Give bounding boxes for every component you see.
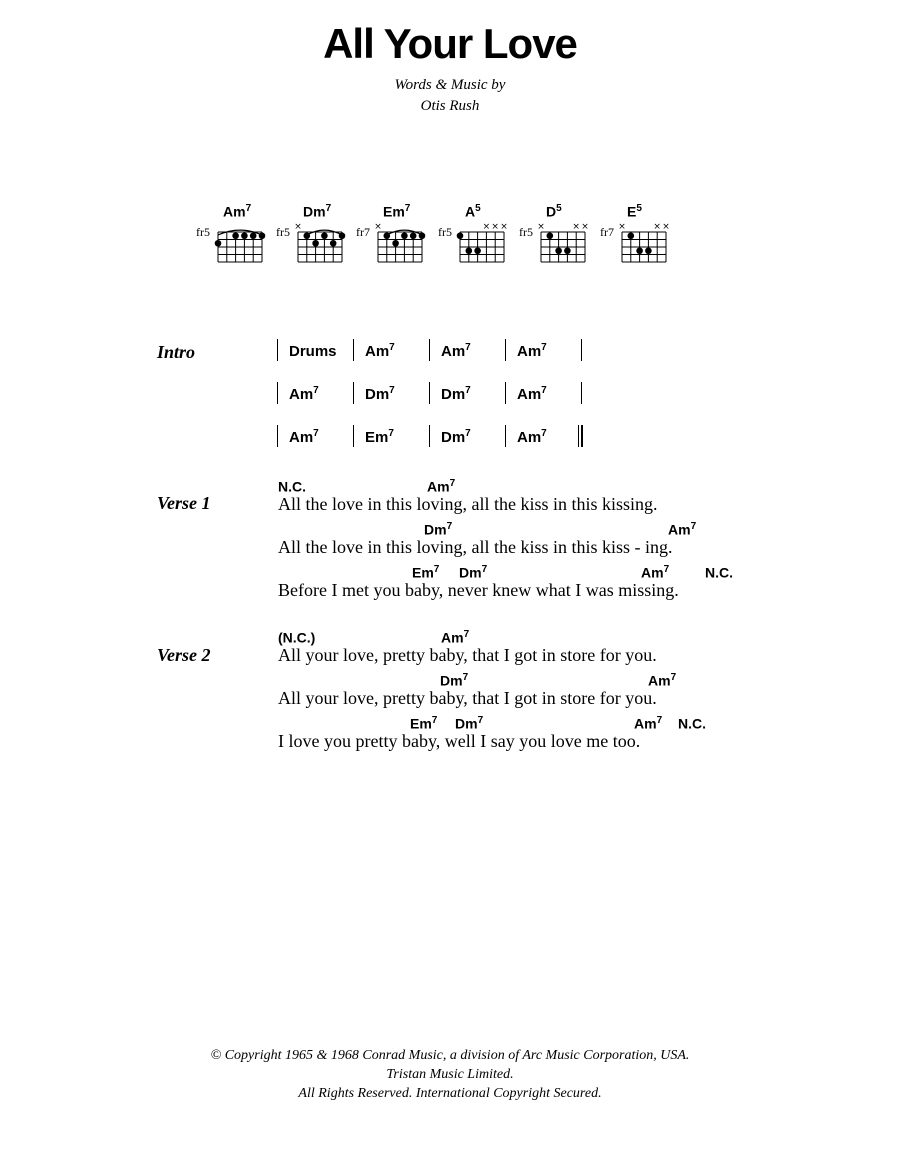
- svg-text:×: ×: [491, 222, 499, 232]
- intro-chord: Am$^7$: [365, 342, 395, 360]
- chord-diagram-grid: [537, 220, 589, 270]
- lyric-chord: Am$^7$: [641, 564, 670, 581]
- lyric-chord: N.C.: [678, 715, 706, 732]
- intro-bar-row-1: [277, 339, 597, 365]
- svg-text:×: ×: [500, 222, 508, 232]
- intro-chord: Em$^7$: [365, 428, 394, 446]
- credit-composer: Otis Rush: [420, 98, 480, 114]
- lyric-chord: Dm$^7$: [455, 715, 484, 732]
- credit-words-music: Words & Music by: [394, 77, 506, 93]
- chord-diagram-fret: fr7: [600, 225, 614, 239]
- chord-diagram-grid: [374, 220, 426, 270]
- chord-diagram-name: Em$^7$: [383, 203, 411, 220]
- intro-chord: Dm$^7$: [441, 428, 471, 446]
- lyric-chord: Am$^7$: [441, 629, 470, 646]
- section-label-verse-1: Verse 1: [157, 493, 211, 513]
- chord-diagram-name: Dm$^7$: [303, 203, 332, 220]
- svg-text:×: ×: [537, 222, 545, 232]
- copyright-line: All Rights Reserved. International Copyright Secured.: [298, 1086, 602, 1101]
- lyric-chord: N.C.: [278, 478, 306, 495]
- svg-text:×: ×: [618, 222, 626, 232]
- intro-bar-row-3: [277, 425, 597, 451]
- lyric-chord: Dm$^7$: [440, 672, 469, 689]
- lyric-chord: Em$^7$: [412, 564, 440, 581]
- chord-diagram-name: $D^5$: [546, 203, 562, 220]
- intro-chord: Am$^7$: [517, 385, 547, 403]
- chord-diagram-fret: fr5: [276, 225, 290, 239]
- intro-chord: Am$^7$: [517, 428, 547, 446]
- chord-diagram-grid: [456, 220, 508, 270]
- intro-chord: Dm$^7$: [441, 385, 471, 403]
- lyric-line: All the love in this loving, all the kiss in this kissing.: [278, 494, 658, 514]
- intro-chord: Am$^7$: [441, 342, 471, 360]
- intro-chord: Drums: [289, 343, 337, 360]
- svg-text:×: ×: [581, 222, 589, 232]
- intro-chord: Am$^7$: [517, 342, 547, 360]
- intro-bar-row-2: [277, 382, 597, 408]
- svg-text:×: ×: [653, 222, 661, 232]
- svg-text:×: ×: [662, 222, 670, 232]
- lyric-line: All your love, pretty baby, that I got in store for you.: [278, 645, 657, 665]
- song-title: All Your Love: [323, 20, 577, 67]
- chord-diagram-name: $E^5$: [627, 203, 642, 220]
- chord-diagram-fret: fr5: [196, 225, 210, 239]
- chord-diagram-grid: [618, 220, 670, 270]
- section-label-verse-2: Verse 2: [157, 645, 211, 665]
- chord-diagram-fret: fr5: [519, 225, 533, 239]
- svg-text:×: ×: [482, 222, 491, 232]
- svg-text:×: ×: [572, 222, 580, 232]
- chord-diagram-name: $A^5$: [465, 203, 481, 220]
- copyright-line: Tristan Music Limited.: [386, 1067, 514, 1082]
- lyric-chord: (N.C.): [278, 629, 316, 646]
- lyric-chord: Dm$^7$: [459, 564, 488, 581]
- svg-text:×: ×: [294, 222, 302, 232]
- lyric-chord: N.C.: [705, 564, 733, 581]
- lyric-chord: Am$^7$: [634, 715, 663, 732]
- lyric-line: Before I met you baby, never knew what I was missing.: [278, 580, 679, 600]
- lyric-chord: Am$^7$: [427, 478, 456, 495]
- copyright-line: © Copyright 1965 & 1968 Conrad Music, a division of Arc Music Corporation, USA.: [210, 1048, 690, 1063]
- chord-diagram-fret: fr5: [438, 225, 452, 239]
- intro-chord: Dm$^7$: [365, 385, 395, 403]
- section-label-intro: Intro: [157, 342, 196, 362]
- chord-diagram-name: Am$^7$: [223, 203, 252, 220]
- intro-chord: Am$^7$: [289, 385, 319, 403]
- intro-chord: Am$^7$: [289, 428, 319, 446]
- svg-text:×: ×: [374, 222, 382, 232]
- chord-diagram-grid: [294, 220, 346, 270]
- lyric-line: All your love, pretty baby, that I got in store for you.: [278, 688, 657, 708]
- lyric-line: I love you pretty baby, well I say you love me too.: [278, 731, 641, 751]
- lyric-chord: Am$^7$: [668, 521, 697, 538]
- chord-diagram-fret: fr7: [356, 225, 370, 239]
- lyric-chord: Em$^7$: [410, 715, 438, 732]
- lyric-line: All the love in this loving, all the kiss in this kiss - ing.: [278, 537, 673, 557]
- lyric-chord: Dm$^7$: [424, 521, 453, 538]
- chord-diagram-grid: [214, 220, 266, 270]
- lyric-chord: Am$^7$: [648, 672, 677, 689]
